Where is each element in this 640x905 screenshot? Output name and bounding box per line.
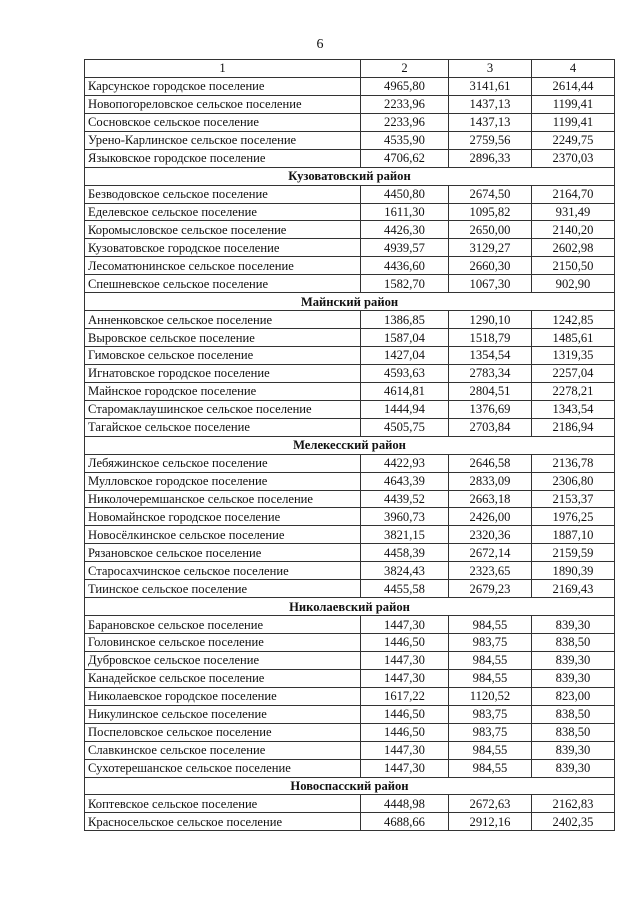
value-col-3: 3129,27: [449, 239, 532, 257]
value-col-2: 4614,81: [361, 382, 449, 400]
table-row: [85, 400, 615, 418]
value-col-2: 3821,15: [361, 526, 449, 544]
settlement-name: Красносельское сельское поселение: [85, 813, 361, 831]
district-heading: Новоспасский район: [85, 777, 615, 795]
table-body: [85, 60, 615, 831]
value-col-4: 2153,37: [532, 490, 615, 508]
settlement-name: Славкинское сельское поселение: [85, 741, 361, 759]
value-col-3: 983,75: [449, 723, 532, 741]
value-col-4: 838,50: [532, 634, 615, 652]
value-col-4: 1976,25: [532, 508, 615, 526]
value-col-2: 1447,30: [361, 759, 449, 777]
table-row: [85, 472, 615, 490]
column-header: 4: [532, 60, 615, 78]
settlement-name: Поспеловское сельское поселение: [85, 723, 361, 741]
value-col-3: 2912,16: [449, 813, 532, 831]
value-col-4: 2306,80: [532, 472, 615, 490]
value-col-2: 1427,04: [361, 347, 449, 365]
settlement-name: Сухотерешанское сельское поселение: [85, 759, 361, 777]
value-col-4: 839,30: [532, 759, 615, 777]
value-col-3: 2703,84: [449, 418, 532, 436]
value-col-4: 839,30: [532, 616, 615, 634]
value-col-4: 838,50: [532, 705, 615, 723]
settlement-name: Коптевское сельское поселение: [85, 795, 361, 813]
value-col-3: 983,75: [449, 634, 532, 652]
value-col-3: 2896,33: [449, 149, 532, 167]
value-col-4: 1319,35: [532, 347, 615, 365]
value-col-3: 1095,82: [449, 203, 532, 221]
value-col-2: 2233,96: [361, 113, 449, 131]
value-col-4: 839,30: [532, 669, 615, 687]
value-col-2: 1446,50: [361, 723, 449, 741]
value-col-4: 1199,41: [532, 113, 615, 131]
table-row: [85, 580, 615, 598]
settlement-name: Карсунское городское поселение: [85, 77, 361, 95]
value-col-3: 983,75: [449, 705, 532, 723]
table-row: [85, 149, 615, 167]
value-col-4: 2136,78: [532, 454, 615, 472]
page-number: 6: [316, 37, 324, 52]
value-col-2: 3960,73: [361, 508, 449, 526]
settlement-name: Тиинское сельское поселение: [85, 580, 361, 598]
value-col-2: 1617,22: [361, 687, 449, 705]
table-row: [85, 526, 615, 544]
data-table: [84, 59, 615, 831]
value-col-4: 2159,59: [532, 544, 615, 562]
settlement-name: Новопогореловское сельское поселение: [85, 95, 361, 113]
table-row: [85, 508, 615, 526]
value-col-4: 1887,10: [532, 526, 615, 544]
settlement-name: Кузоватовское городское поселение: [85, 239, 361, 257]
value-col-2: 4688,66: [361, 813, 449, 831]
column-header: 2: [361, 60, 449, 78]
column-header: 1: [85, 60, 361, 78]
settlement-name: Старосахчинское сельское поселение: [85, 562, 361, 580]
value-col-2: 1446,50: [361, 634, 449, 652]
value-col-2: 1447,30: [361, 669, 449, 687]
value-col-2: 1582,70: [361, 275, 449, 293]
table-row: [85, 311, 615, 329]
value-col-3: 1120,52: [449, 687, 532, 705]
district-row: [85, 777, 615, 795]
value-col-4: 2140,20: [532, 221, 615, 239]
value-col-4: 2278,21: [532, 382, 615, 400]
table-row: [85, 364, 615, 382]
value-col-2: 4458,39: [361, 544, 449, 562]
settlement-name: Новомайнское городское поселение: [85, 508, 361, 526]
value-col-3: 3141,61: [449, 77, 532, 95]
value-col-3: 1518,79: [449, 329, 532, 347]
table-row: [85, 705, 615, 723]
value-col-3: 1354,54: [449, 347, 532, 365]
value-col-3: 2759,56: [449, 131, 532, 149]
value-col-3: 2660,30: [449, 257, 532, 275]
value-col-3: 1437,13: [449, 95, 532, 113]
table-row: [85, 77, 615, 95]
table-row: [85, 257, 615, 275]
value-col-3: 2679,23: [449, 580, 532, 598]
table-row: [85, 221, 615, 239]
settlement-name: Еделевское сельское поселение: [85, 203, 361, 221]
value-col-4: 2169,43: [532, 580, 615, 598]
district-row: [85, 167, 615, 185]
value-col-3: 2323,65: [449, 562, 532, 580]
value-col-2: 4448,98: [361, 795, 449, 813]
value-col-2: 4439,52: [361, 490, 449, 508]
district-heading: Майнский район: [85, 293, 615, 311]
settlement-name: Николочеремшанское сельское поселение: [85, 490, 361, 508]
value-col-2: 4455,58: [361, 580, 449, 598]
value-col-4: 2186,94: [532, 418, 615, 436]
settlement-name: Безводовское сельское поселение: [85, 185, 361, 203]
value-col-2: 4505,75: [361, 418, 449, 436]
district-heading: Николаевский район: [85, 598, 615, 616]
settlement-name: Урено-Карлинское сельское поселение: [85, 131, 361, 149]
settlement-name: Никулинское сельское поселение: [85, 705, 361, 723]
value-col-2: 1447,30: [361, 616, 449, 634]
value-col-4: 1485,61: [532, 329, 615, 347]
value-col-3: 984,55: [449, 741, 532, 759]
value-col-4: 2257,04: [532, 364, 615, 382]
value-col-3: 984,55: [449, 616, 532, 634]
settlement-name: Сосновское сельское поселение: [85, 113, 361, 131]
table-row: [85, 544, 615, 562]
district-row: [85, 598, 615, 616]
value-col-3: 2646,58: [449, 454, 532, 472]
value-col-4: 838,50: [532, 723, 615, 741]
settlement-name: Спешневское сельское поселение: [85, 275, 361, 293]
value-col-2: 1446,50: [361, 705, 449, 723]
value-col-2: 4535,90: [361, 131, 449, 149]
value-col-4: 1890,39: [532, 562, 615, 580]
value-col-2: 4422,93: [361, 454, 449, 472]
value-col-2: 1386,85: [361, 311, 449, 329]
settlement-name: Канадейское сельское поселение: [85, 669, 361, 687]
value-col-3: 984,55: [449, 759, 532, 777]
table-row: [85, 239, 615, 257]
district-row: [85, 436, 615, 454]
settlement-name: Николаевское городское поселение: [85, 687, 361, 705]
value-col-4: 2162,83: [532, 795, 615, 813]
table-row: [85, 382, 615, 400]
value-col-4: 823,00: [532, 687, 615, 705]
value-col-3: 2320,36: [449, 526, 532, 544]
table-row: [85, 616, 615, 634]
value-col-4: 1343,54: [532, 400, 615, 418]
value-col-2: 1444,94: [361, 400, 449, 418]
settlement-name: Выровское сельское поселение: [85, 329, 361, 347]
value-col-2: 2233,96: [361, 95, 449, 113]
settlement-name: Лебяжинское сельское поселение: [85, 454, 361, 472]
table-row: [85, 651, 615, 669]
value-col-4: 2370,03: [532, 149, 615, 167]
district-row: [85, 293, 615, 311]
value-col-2: 4436,60: [361, 257, 449, 275]
value-col-2: 4965,80: [361, 77, 449, 95]
table-row: [85, 562, 615, 580]
header-row: [85, 60, 615, 78]
value-col-2: 4593,63: [361, 364, 449, 382]
settlement-name: Гимовское сельское поселение: [85, 347, 361, 365]
district-heading: Кузоватовский район: [85, 167, 615, 185]
table-row: [85, 131, 615, 149]
table-row: [85, 95, 615, 113]
table-row: [85, 723, 615, 741]
value-col-4: 931,49: [532, 203, 615, 221]
table-row: [85, 275, 615, 293]
value-col-3: 2833,09: [449, 472, 532, 490]
value-col-2: 1611,30: [361, 203, 449, 221]
table-row: [85, 203, 615, 221]
value-col-3: 984,55: [449, 669, 532, 687]
table-row: [85, 185, 615, 203]
value-col-3: 1437,13: [449, 113, 532, 131]
table-row: [85, 687, 615, 705]
settlement-name: Головинское сельское поселение: [85, 634, 361, 652]
value-col-4: 1242,85: [532, 311, 615, 329]
value-col-4: 839,30: [532, 741, 615, 759]
value-col-3: 1376,69: [449, 400, 532, 418]
value-col-3: 2674,50: [449, 185, 532, 203]
table-row: [85, 418, 615, 436]
value-col-4: 839,30: [532, 651, 615, 669]
settlement-name: Тагайское сельское поселение: [85, 418, 361, 436]
settlement-name: Новосёлкинское сельское поселение: [85, 526, 361, 544]
value-col-2: 4426,30: [361, 221, 449, 239]
value-col-2: 1587,04: [361, 329, 449, 347]
value-col-4: 2249,75: [532, 131, 615, 149]
value-col-4: 902,90: [532, 275, 615, 293]
table-row: [85, 329, 615, 347]
settlement-name: Барановское сельское поселение: [85, 616, 361, 634]
table-row: [85, 634, 615, 652]
value-col-2: 3824,43: [361, 562, 449, 580]
value-col-2: 1447,30: [361, 651, 449, 669]
settlement-name: Рязановское сельское поселение: [85, 544, 361, 562]
value-col-3: 2650,00: [449, 221, 532, 239]
settlement-name: Анненковское сельское поселение: [85, 311, 361, 329]
value-col-3: 2672,63: [449, 795, 532, 813]
value-col-2: 4706,62: [361, 149, 449, 167]
settlement-name: Дубровское сельское поселение: [85, 651, 361, 669]
value-col-4: 2614,44: [532, 77, 615, 95]
value-col-3: 2663,18: [449, 490, 532, 508]
value-col-4: 2164,70: [532, 185, 615, 203]
value-col-3: 2804,51: [449, 382, 532, 400]
settlement-name: Игнатовское городское поселение: [85, 364, 361, 382]
district-heading: Мелекесский район: [85, 436, 615, 454]
value-col-3: 2426,00: [449, 508, 532, 526]
value-col-4: 2602,98: [532, 239, 615, 257]
settlement-name: Коромысловское сельское поселение: [85, 221, 361, 239]
value-col-4: 2150,50: [532, 257, 615, 275]
table-row: [85, 347, 615, 365]
value-col-3: 1290,10: [449, 311, 532, 329]
table-row: [85, 759, 615, 777]
settlement-name: Мулловское городское поселение: [85, 472, 361, 490]
table-row: [85, 795, 615, 813]
value-col-3: 984,55: [449, 651, 532, 669]
settlement-name: Лесоматюнинское сельское поселение: [85, 257, 361, 275]
value-col-2: 4643,39: [361, 472, 449, 490]
value-col-2: 4450,80: [361, 185, 449, 203]
settlement-name: Старомаклаушинское сельское поселение: [85, 400, 361, 418]
value-col-3: 1067,30: [449, 275, 532, 293]
value-col-3: 2672,14: [449, 544, 532, 562]
value-col-4: 1199,41: [532, 95, 615, 113]
column-header: 3: [449, 60, 532, 78]
table-row: [85, 669, 615, 687]
table-row: [85, 813, 615, 831]
value-col-4: 2402,35: [532, 813, 615, 831]
value-col-2: 1447,30: [361, 741, 449, 759]
table-row: [85, 113, 615, 131]
settlement-name: Майнское городское поселение: [85, 382, 361, 400]
table-row: [85, 490, 615, 508]
value-col-3: 2783,34: [449, 364, 532, 382]
settlement-name: Языковское городское поселение: [85, 149, 361, 167]
value-col-2: 4939,57: [361, 239, 449, 257]
table-row: [85, 741, 615, 759]
table-row: [85, 454, 615, 472]
